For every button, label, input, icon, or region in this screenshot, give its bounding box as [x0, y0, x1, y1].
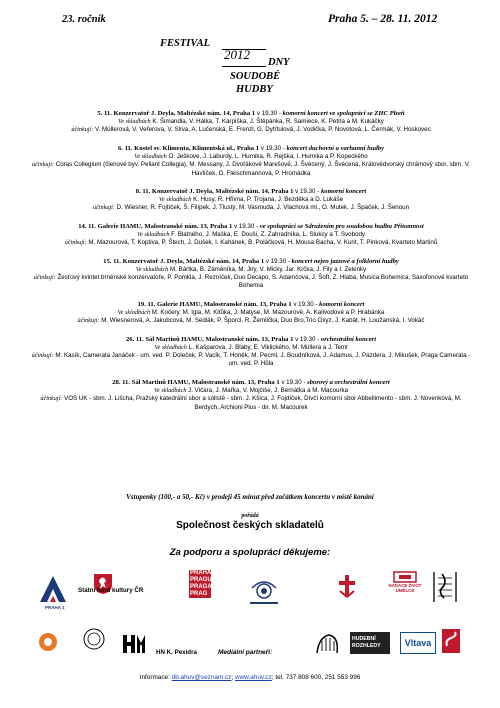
- praha1-logo: [38, 574, 68, 604]
- concert-description: ve spolupráci se Sdružením pro soudobou hudbu Přítomnost: [259, 222, 424, 230]
- header-city-dates: Praha 5. – 28. 11. 2012: [328, 13, 438, 25]
- contact-info: Informace: db.ahuv@seznam.cz; www.ahuv.cz; tel. 737 808 600, 251 553 996: [139, 674, 361, 681]
- red-square-logo: [441, 628, 461, 654]
- nadace-label: NADACE ŽIVOT UMĚLCE: [388, 583, 422, 593]
- contact-label: Informace:: [139, 674, 172, 681]
- festival-word: FESTIVAL: [160, 38, 210, 49]
- hudebni-rozhledy-logo: HUDEBNÍ ROZHLEDY: [350, 632, 390, 654]
- concert-performers: účinkují: M. Kasík, Camerata Janáček - um. ved. P. Doleček, P. Vacík, T. Honěk, M. Pecml, J. Boudníková, J. Adamus, J. Pazdera, J. Mikušek, Praga Camerata - um. ved. P. Hůla: [31, 352, 471, 368]
- concert-block: [28, 188, 474, 213]
- harp-logo: [313, 633, 343, 655]
- concert-time: v 19.30 -: [293, 335, 321, 343]
- festival-hudby: HUDBY: [236, 84, 273, 95]
- concert-location: 26. 11. Sál Martinů HAMU, Malostranské nám. 13, Praha 1: [125, 335, 294, 343]
- concert-heading: [28, 336, 474, 344]
- concert-time: v 19.30 -: [293, 188, 321, 196]
- concert-block: [28, 258, 474, 291]
- concert-composers: Ve skladbách F. Blatného, J. Maška, E. Douši, Z. Zahradníka, L. Slukcy a T. Svobody: [136, 231, 366, 239]
- concert-heading: [28, 145, 474, 153]
- partner-emblem-icon: [244, 574, 284, 608]
- concert-description: komorní koncert: [320, 188, 367, 196]
- concert-composers: Ve skladbách K. Šimandla, V. Hálka, T. Karpíška, J. Štěpánka, R. Samiece, K. Petrla a M. Kukáčky: [118, 118, 384, 126]
- concert-performers: účinkují: M. Wiesnerová, A. Jakubcová, M. Sedlák, P. Šporcl, R. Žemlička, Duo Bro,Trio Oxyz, J. Kabát, H. Loužanská, I. Vokáč: [77, 317, 425, 325]
- nadace-logo: [392, 570, 418, 584]
- prague-logo: PRAHA PRAGUE PRAGA PRAG: [190, 570, 216, 597]
- concert-time: v 19.30 -: [255, 110, 283, 117]
- festival-dny: DNY: [268, 57, 290, 68]
- praha1-label: PRAHA 1: [45, 605, 65, 610]
- concert-time: v 19.30 -: [232, 222, 260, 230]
- concert-description: koncert nejen jazzové a folklorní hudby: [291, 257, 399, 265]
- concert-location: 15. 11. Konzervatoř J. Deyla, Maltézské nám. 14, Praha 1: [103, 257, 265, 265]
- concert-heading: [28, 223, 474, 231]
- concert-block: [28, 145, 474, 178]
- concert-block: [28, 110, 474, 135]
- hnk-label: HN K. Pexidra: [156, 649, 197, 656]
- archival-seal-logo: [83, 628, 105, 650]
- concert-block: [28, 223, 474, 248]
- cross-emblem-icon: [336, 573, 358, 599]
- concert-time: v 19.30 -: [264, 257, 292, 265]
- concert-composers: Ve skladbách M. Kočery, M. Igla, M. Kitůka, J. Matyse, M. Mazourové, A. Kalivodové a P. Hrabánka: [117, 309, 385, 317]
- tickets-note: Vstupenky (100,- a 50,- Kč) v prodeji 45 minut před začátkem koncertu v místě konání: [126, 493, 374, 501]
- concert-performers: účinkují: M. Mazourová, T. Koptiva, P. Štech, J. Dušek, I. Kahánek, B. Poláčková, H. Mousa Bacha, V. Kunt, T. Pinková, Kvarteto Martinů: [64, 239, 438, 247]
- concert-composers: Ve skladbách J. Vičara, J. Mařka, V. Mojčiše, J. Bernátka a M. Macourka: [153, 387, 349, 395]
- concert-performers: účinkují: Žesťový kvintet brněnské konzervatoře, P. Pomkla, J. Rezníček, Duo Decapo, S. Adamčova, J. Šoft, Z. Hlaba, Musica Bohemica, Saxofonové kvarteto Bohemia: [33, 274, 469, 290]
- concert-block: [28, 301, 474, 326]
- concert-location: 14. 11. Galerie HAMU, Malostranské nám. 13, Praha 1: [78, 222, 233, 230]
- concert-time: v 19.30 -: [291, 300, 320, 308]
- sfk-label: Státní fond kultury ČR: [78, 587, 144, 594]
- music-staff-logo: [430, 570, 460, 604]
- concert-heading: [28, 258, 474, 266]
- concert-location: 28. 11. Sál Martinů HAMU, Malostranské nám. 13, Praha 1: [112, 378, 280, 386]
- contact-phones: ; tel. 737 808 600, 251 553 996: [271, 674, 361, 681]
- festival-soudobe: SOUDOBÉ: [230, 71, 281, 82]
- concert-description: komorní koncert ve spolupráci se ZHC Plzeň: [282, 110, 405, 117]
- concert-performers: účinkují: VOS UK - sbm. J. Lišcha, Pražský katedrální sbor a sólisté - sbm. J. Kšica, J. Fojdíček, Dívčí komorní sbor Abbellimento - sbm. J. Novenková, M. Berdych, Archioni Plus - dir. M. Macourek: [40, 395, 462, 411]
- concert-composers: Ve skladbách O. Ješkove, J. Laburdy, L. Hurnika, R. Rejška, I. Hurnika a P. Kopeckého: [134, 153, 368, 161]
- thanks-heading: Za podporu a spolupráci děkujeme:: [169, 547, 331, 558]
- concert-composers: Ve skladbách K. Husy, R. Hřivna, P. Trojana, J. Bezděka a D. Lukáše: [158, 196, 344, 204]
- concert-location: 19. 11. Galerie HAMU, Malostranské nám. 13, Praha 1: [137, 300, 292, 308]
- concert-description: koncert duchovní a varhanní hudby: [286, 144, 385, 152]
- concert-description: komorní koncert: [319, 300, 365, 308]
- concert-block: [28, 336, 474, 369]
- concert-performers: účinkují: Coras Collegium (členové byv. Pellant Collegia), M. Messany, J. Dvořákové Marešové, J. Švécený, J. Švécená, Královédvorský chrámový sbor, sbm. V. Havlíček, D. Fleischmannová, P. Hromádka: [32, 161, 470, 177]
- concert-location: 8. 11. Konzervatoř J. Deyla, Maltézské nám. 14, Praha 1: [135, 188, 294, 196]
- contact-web-link[interactable]: www.ahuv.cz: [235, 674, 272, 681]
- concert-heading: [28, 188, 474, 196]
- hamu-logo: [121, 633, 149, 655]
- concert-location: 5. 11. Konzervatoř J. Deyla, Maltézské nám. 14, Praha 1: [97, 110, 256, 117]
- concert-description: orchestrální koncert: [320, 335, 377, 343]
- concert-performers: účinkují: V. Müllerová, V. Veřerova, V. Slíva, A. Lučenská, E. Frenzl, G. Dytrtulová, J. Vodička, P. Novotová, L. Čermák, V. Hoskovec: [71, 126, 431, 134]
- orange-circle-logo: [38, 632, 58, 652]
- festival-year: 2012: [224, 47, 250, 62]
- media-partners-label: Mediální partneři:: [218, 649, 273, 656]
- contact-email-link[interactable]: db.ahuv@seznam.cz: [171, 674, 232, 681]
- concert-program: [28, 110, 474, 422]
- vltava-logo: Vltava: [400, 632, 436, 654]
- organizer-name: Společnost českých skladatelů: [176, 520, 324, 531]
- concert-time: v 19.30 -: [279, 378, 308, 386]
- concert-description: sborový a orchestrální koncert: [307, 378, 390, 386]
- concert-time: v 19.30 -: [259, 144, 287, 152]
- organizer-label: pořádá: [241, 513, 259, 519]
- concert-block: [28, 379, 474, 412]
- concert-composers: Ve skladbách L. Kašparova, J. Blaby, E. Viklického, M. Müllera a J. Teml: [154, 344, 348, 352]
- concert-performers: účinkují: D. Wiesner, R. Fojtíček, Š. Filípek, J. Tlustý, M. Vasmuda, J. Vlachová ml., O. Mutek, J. Špaček, J. Šenoun: [92, 204, 410, 212]
- festival-year-rule-bottom: [222, 66, 266, 67]
- concert-heading: [28, 301, 474, 309]
- concert-location: 6. 11. Kostel sv. Klimenta, Klimentská ul., Praha 1: [117, 144, 260, 152]
- concert-composers: Ve skladbách M. Bártka, B. Záměníka, M. Jiry, V. Micky, Jar. Krčka, J. Fily a I. Zelenky: [135, 266, 367, 274]
- header-year: 23. ročník: [62, 14, 106, 25]
- concert-heading: [28, 379, 474, 387]
- concert-heading: [28, 110, 474, 118]
